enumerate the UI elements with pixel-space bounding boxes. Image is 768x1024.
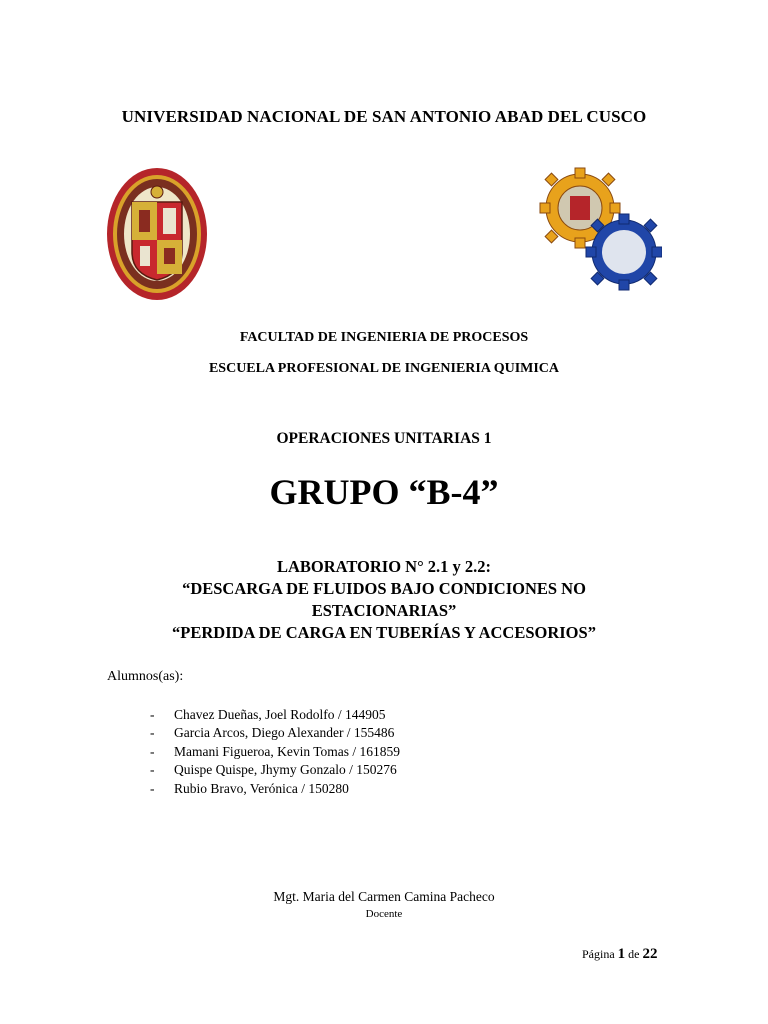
page-total: 22 <box>642 946 658 962</box>
teacher-name: Mgt. Maria del Carmen Camina Pacheco <box>273 889 495 904</box>
list-bullet: - <box>150 743 155 759</box>
school-name: ESCUELA PROFESIONAL DE INGENIERIA QUIMICA <box>208 361 560 376</box>
list-bullet: - <box>150 725 155 741</box>
lab-title-line: ESTACIONARIAS” <box>311 601 457 620</box>
page-current: 1 <box>617 946 626 962</box>
lab-title-line: “PERDIDA DE CARGA EN TUBERÍAS Y ACCESORIOS” <box>172 623 596 642</box>
list-item <box>150 761 400 779</box>
university-title: UNIVERSIDAD NACIONAL DE SAN ANTONIO ABAD DEL CUSCO <box>121 107 647 126</box>
list-bullet: - <box>150 707 155 722</box>
list-item <box>150 743 400 761</box>
student-name: Quispe Quispe, Jhymy Gonzalo / 150276 <box>174 762 397 778</box>
page-sep: de <box>628 947 640 961</box>
student-name: Chavez Dueñas, Joel Rodolfo / 144905 <box>174 707 386 722</box>
student-name: Rubio Bravo, Verónica / 150280 <box>174 780 349 796</box>
students-list <box>150 706 400 798</box>
university-seal-icon <box>106 166 208 302</box>
lab-title-line: LABORATORIO N° 2.1 y 2.2: <box>276 557 492 576</box>
page-number <box>582 946 658 963</box>
students-label: Alumnos(as): <box>107 669 184 684</box>
teacher-role: Docente <box>365 908 403 920</box>
faculty-name: FACULTAD DE INGENIERIA DE PROCESOS <box>239 330 529 345</box>
list-item <box>150 724 400 742</box>
list-bullet: - <box>150 780 155 796</box>
list-item <box>150 706 400 724</box>
student-name: Mamani Figueroa, Kevin Tomas / 161859 <box>174 743 401 759</box>
lab-title-line: “DESCARGA DE FLUIDOS BAJO CONDICIONES NO <box>182 579 586 598</box>
page-prefix: Página <box>582 947 615 961</box>
list-item <box>150 780 400 798</box>
engineering-gears-icon <box>538 166 662 294</box>
group-title: GRUPO “B-4” <box>269 472 499 512</box>
course-name: OPERACIONES UNITARIAS 1 <box>276 430 492 447</box>
student-name: Garcia Arcos, Diego Alexander / 155486 <box>174 725 395 741</box>
list-bullet: - <box>150 762 155 778</box>
lab-title <box>0 556 768 644</box>
